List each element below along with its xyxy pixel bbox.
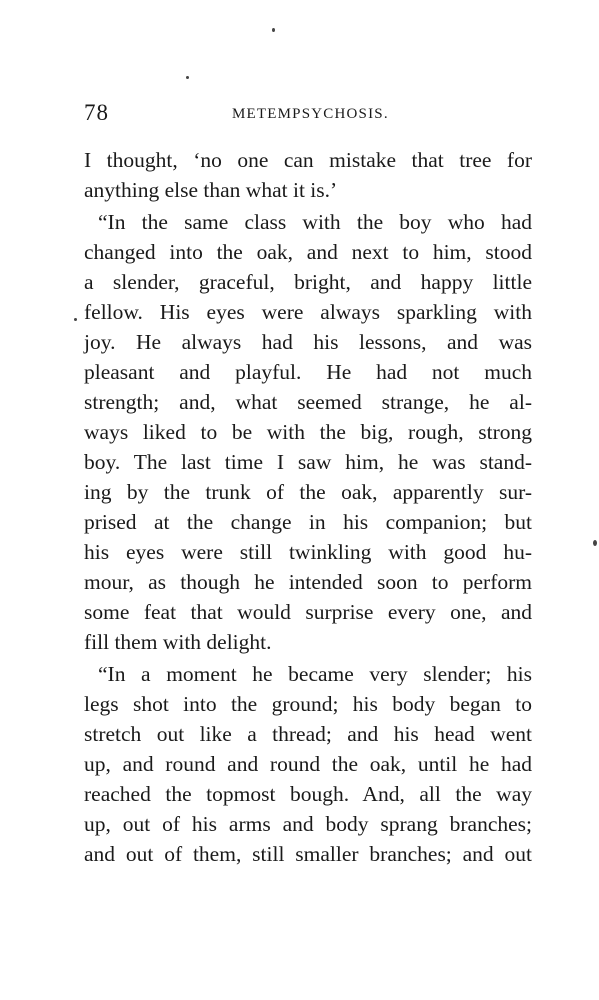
ink-speck	[74, 318, 77, 321]
ink-speck	[272, 28, 275, 32]
text-line: up, out of his arms and body sprang branches;	[84, 812, 532, 836]
text-line: I thought, ‘no one can mistake that tree for	[84, 148, 532, 172]
text-line: anything else than what it is.’	[84, 178, 338, 202]
text-line: mour, as though he intended soon to perform	[84, 570, 532, 594]
text-line: a slender, graceful, bright, and happy little	[84, 270, 532, 294]
text-line: stretch out like a thread; and his head went	[84, 722, 532, 746]
text-line: boy. The last time I saw him, he was stand-	[84, 450, 532, 474]
text-line: changed into the oak, and next to him, stood	[84, 240, 532, 264]
text-line: his eyes were still twinkling with good hu-	[84, 540, 532, 564]
text-line: and out of them, still smaller branches; and out	[84, 842, 532, 866]
ink-speck	[593, 540, 597, 546]
text-line: strength; and, what seemed strange, he al-	[84, 390, 532, 414]
text-line: “In a moment he became very slender; his	[98, 662, 532, 686]
text-line: fill them with delight.	[84, 630, 272, 654]
text-line: ways liked to be with the big, rough, strong	[84, 420, 532, 444]
text-line: up, and round and round the oak, until he had	[84, 752, 532, 776]
page-number: 78	[84, 100, 109, 125]
ink-speck	[186, 76, 189, 79]
text-line: joy. He always had his lessons, and was	[84, 330, 532, 354]
text-line: “In the same class with the boy who had	[98, 210, 532, 234]
text-line: fellow. His eyes were always sparkling with	[84, 300, 532, 324]
text-line: reached the topmost bough. And, all the way	[84, 782, 532, 806]
text-line: some feat that would surprise every one, and	[84, 600, 532, 624]
text-line: prised at the change in his companion; but	[84, 510, 532, 534]
text-line: pleasant and playful. He had not much	[84, 360, 532, 384]
text-line: legs shot into the ground; his body began to	[84, 692, 532, 716]
running-title: METEMPSYCHOSIS.	[232, 106, 389, 122]
page-header	[84, 100, 532, 128]
text-line: ing by the trunk of the oak, apparently sur-	[84, 480, 532, 504]
